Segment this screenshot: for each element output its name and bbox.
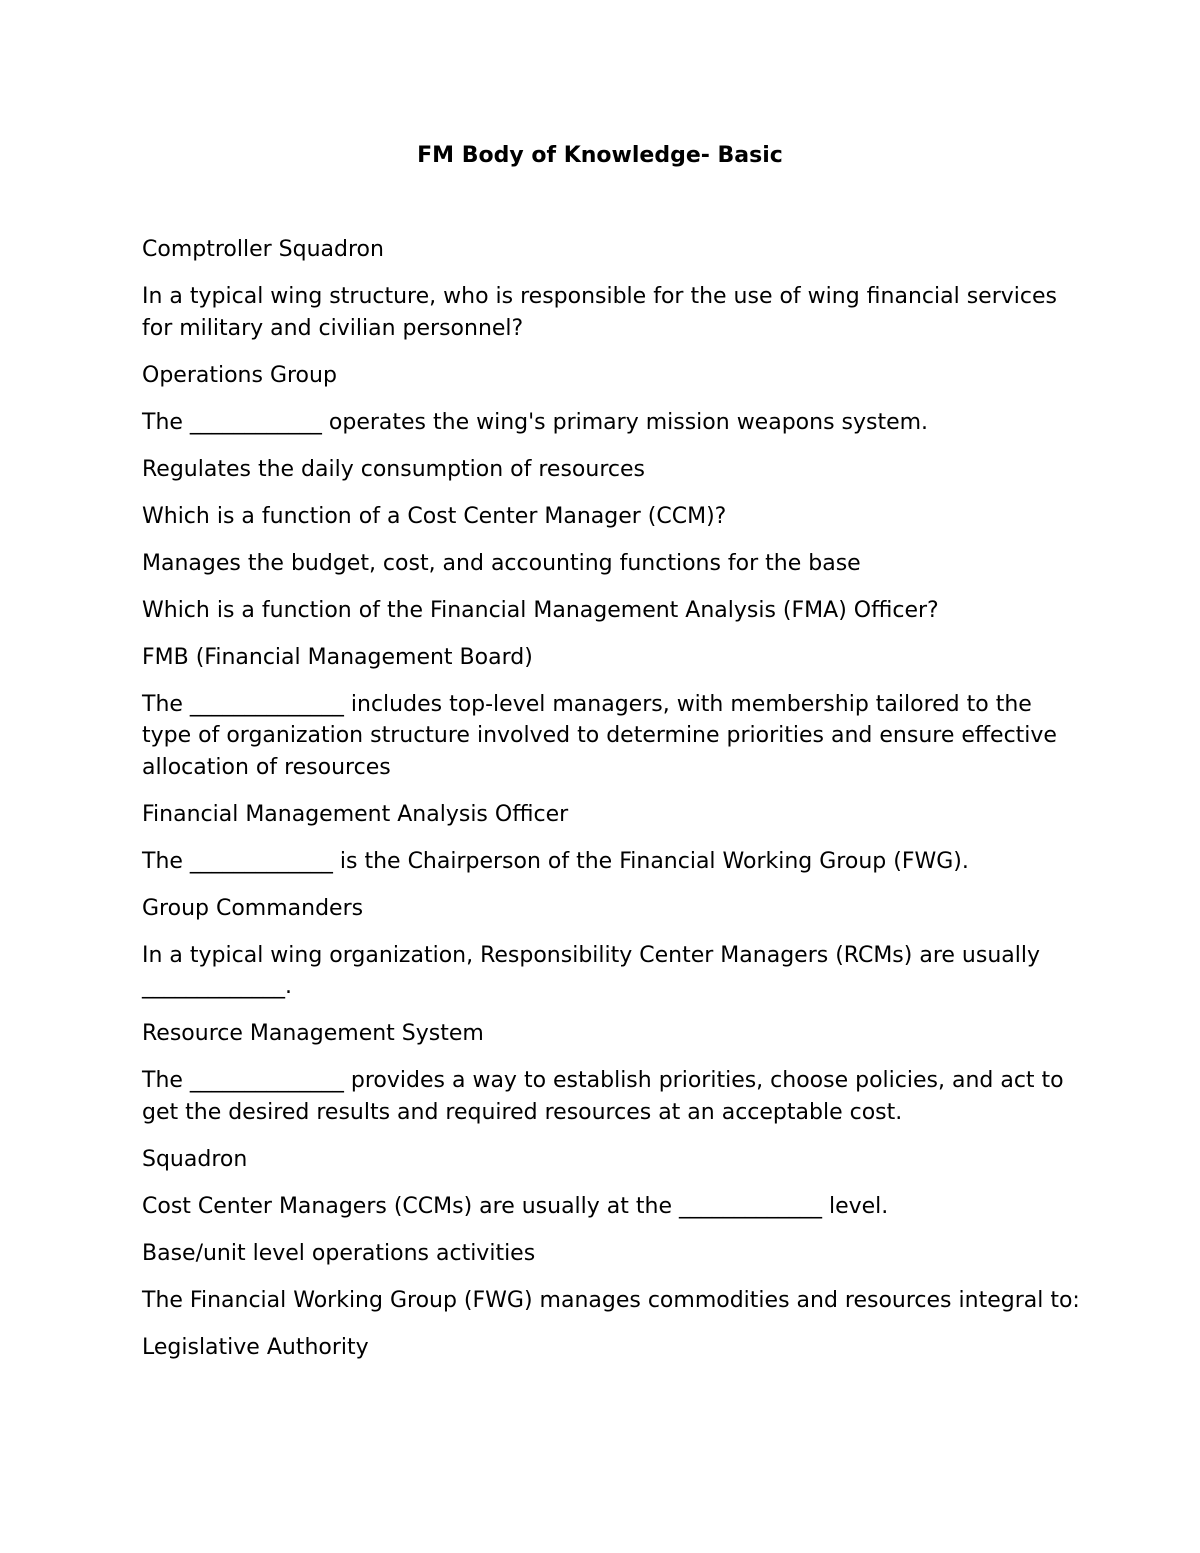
answer-paragraph: Comptroller Squadron xyxy=(142,237,384,262)
question-paragraph: In a typical wing organization, Responsibility Center Managers (RCMs) are usually _____________. xyxy=(142,942,1047,999)
document-body xyxy=(142,234,1082,1379)
question-paragraph: The _____________ is the Chairperson of the Financial Working Group (FWG). xyxy=(142,848,969,874)
answer-paragraph: Financial Management Analysis Officer xyxy=(142,801,569,827)
question-paragraph: The ______________ provides a way to establish priorities, choose policies, and act to get the desired results and required resources at an acceptable cost. xyxy=(142,1068,1071,1125)
answer-paragraph: Base/unit level operations activities xyxy=(142,1240,536,1266)
answer-paragraph: Legislative Authority xyxy=(142,1334,369,1360)
question-paragraph: Which is a function of a Cost Center Manager (CCM)? xyxy=(142,503,727,529)
answer-paragraph: Squadron xyxy=(142,1146,248,1172)
answer-paragraph: FMB (Financial Management Board) xyxy=(142,644,533,670)
answer-paragraph: Manages the budget, cost, and accounting functions for the base xyxy=(142,550,861,576)
answer-paragraph: Resource Management System xyxy=(142,1021,484,1046)
question-paragraph: The ______________ includes top-level managers, with membership tailored to the type of organization structure involved to determine priorities and ensure effective allocation of resources xyxy=(142,691,1064,780)
question-paragraph: Cost Center Managers (CCMs) are usually at the _____________ level. xyxy=(142,1193,889,1219)
question-paragraph: Which is a function of the Financial Management Analysis (FMA) Officer? xyxy=(142,597,939,623)
answer-paragraph: Operations Group xyxy=(142,362,337,388)
question-paragraph: The ____________ operates the wing's primary mission weapons system. xyxy=(142,409,929,435)
question-paragraph: In a typical wing structure, who is responsible for the use of wing financial services for military and civilian personnel? xyxy=(142,284,1064,341)
question-paragraph: The Financial Working Group (FWG) manages commodities and resources integral to: xyxy=(142,1287,1080,1313)
answer-paragraph: Group Commanders xyxy=(142,895,364,921)
answer-paragraph: Regulates the daily consumption of resources xyxy=(142,456,645,482)
document-title: FM Body of Knowledge- Basic xyxy=(417,143,783,168)
